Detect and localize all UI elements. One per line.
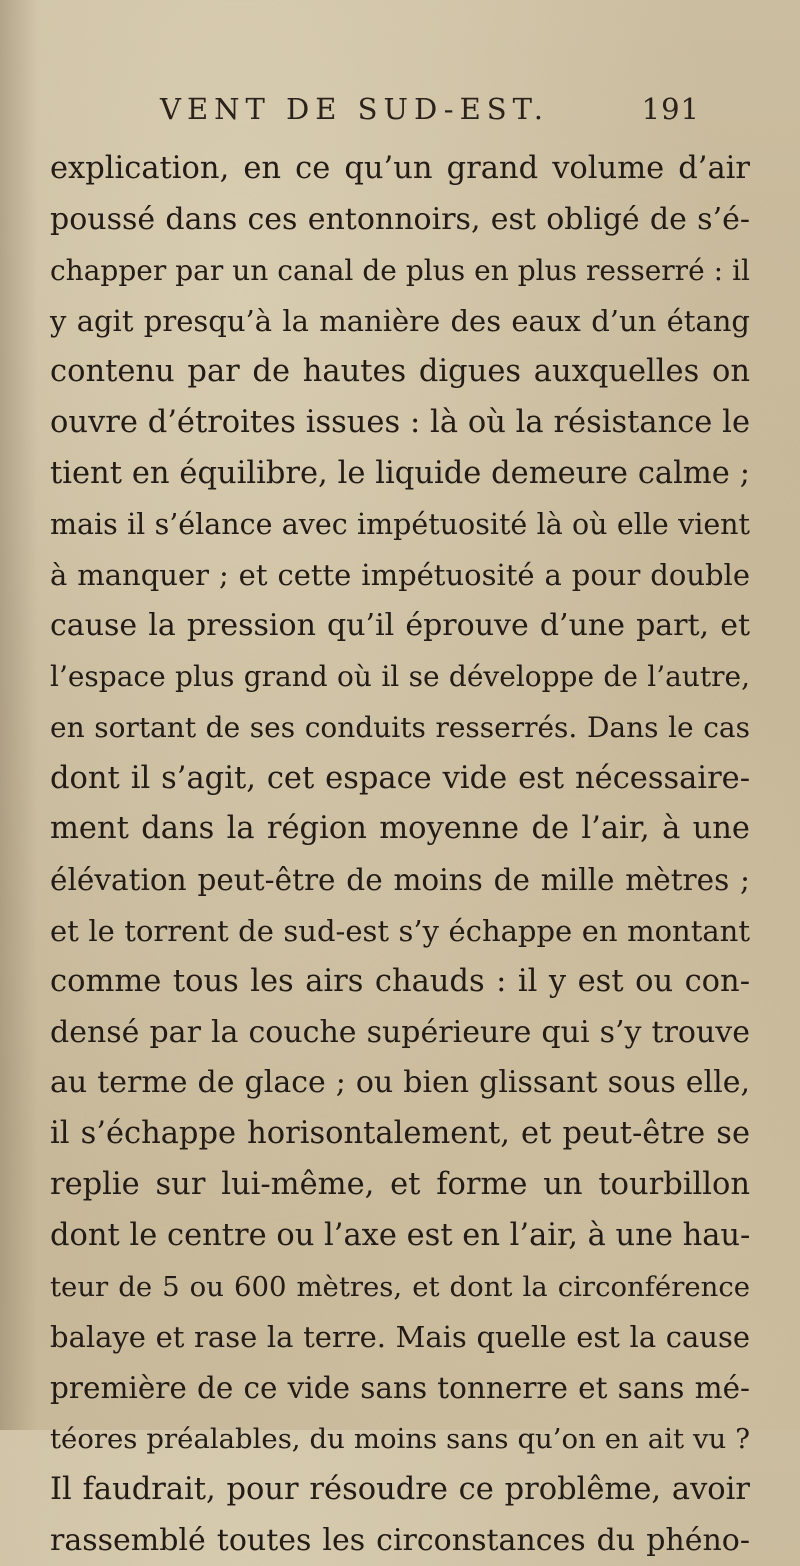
- text-line: teur de 5 ou 600 mètres, et dont la circonférence: [50, 1270, 750, 1303]
- text-line: mais il s’élance avec impétuosité là où elle vient: [50, 507, 750, 541]
- text-line: dont il s’agit, cet espace vide est nécessaire-: [50, 760, 750, 796]
- text-line: il s’échappe horisontalement, et peut-être se: [50, 1116, 750, 1152]
- text-line: ment dans la région moyenne de l’air, à une: [50, 811, 750, 847]
- page-number: 191: [641, 92, 700, 126]
- text-line: rassemblé toutes les circonstances du phéno-: [50, 1522, 750, 1558]
- text-line: téores préalables, du moins sans qu’on en ait vu ?: [50, 1422, 750, 1455]
- text-line: contenu par de hautes digues auxquelles on: [50, 354, 750, 390]
- text-line: densé par la couche supérieure qui s’y trouve: [50, 1014, 750, 1050]
- text-line: à manquer ; et cette impétuosité a pour double: [50, 558, 750, 593]
- text-line: balaye et rase la terre. Mais quelle est la cause: [50, 1320, 750, 1355]
- text-line: au terme de glace ; ou bien glissant sous elle,: [50, 1065, 750, 1101]
- text-line: élévation peut-être de moins de mille mètres ;: [50, 863, 750, 898]
- text-line: Il faudrait, pour résoudre ce problême, avoir: [50, 1471, 750, 1507]
- running-title: VENT DE SUD-EST.: [160, 92, 549, 126]
- text-line: première de ce vide sans tonnerre et sans mé-: [50, 1371, 750, 1406]
- body-text: [50, 144, 750, 1566]
- text-line: cause la pression qu’il éprouve d’une part, et: [50, 608, 750, 644]
- running-head: [160, 92, 700, 132]
- text-line: explication, en ce qu’un grand volume d’air: [50, 151, 750, 186]
- text-line: et le torrent de sud-est s’y échappe en montant: [50, 913, 750, 948]
- page-gutter-shadow: [0, 0, 38, 1430]
- text-line: en sortant de ses conduits resserrés. Dans le cas: [50, 710, 750, 744]
- text-line: dont le centre ou l’axe est en l’air, à une hau-: [50, 1217, 751, 1253]
- text-line: l’espace plus grand où il se développe de l’autre,: [50, 659, 750, 693]
- text-line: comme tous les airs chauds : il y est ou con-: [50, 963, 750, 999]
- text-line: replie sur lui-même, et forme un tourbillon: [50, 1166, 750, 1202]
- text-line: poussé dans ces entonnoirs, est obligé de s’é-: [50, 201, 750, 237]
- text-line: tient en équilibre, le liquide demeure calme ;: [50, 455, 750, 491]
- text-line: chapper par un canal de plus en plus resserré : il: [50, 253, 750, 287]
- text-line: y agit presqu’à la manière des eaux d’un étang: [50, 304, 750, 339]
- text-line: ouvre d’étroites issues : là où la résistance le: [50, 404, 750, 440]
